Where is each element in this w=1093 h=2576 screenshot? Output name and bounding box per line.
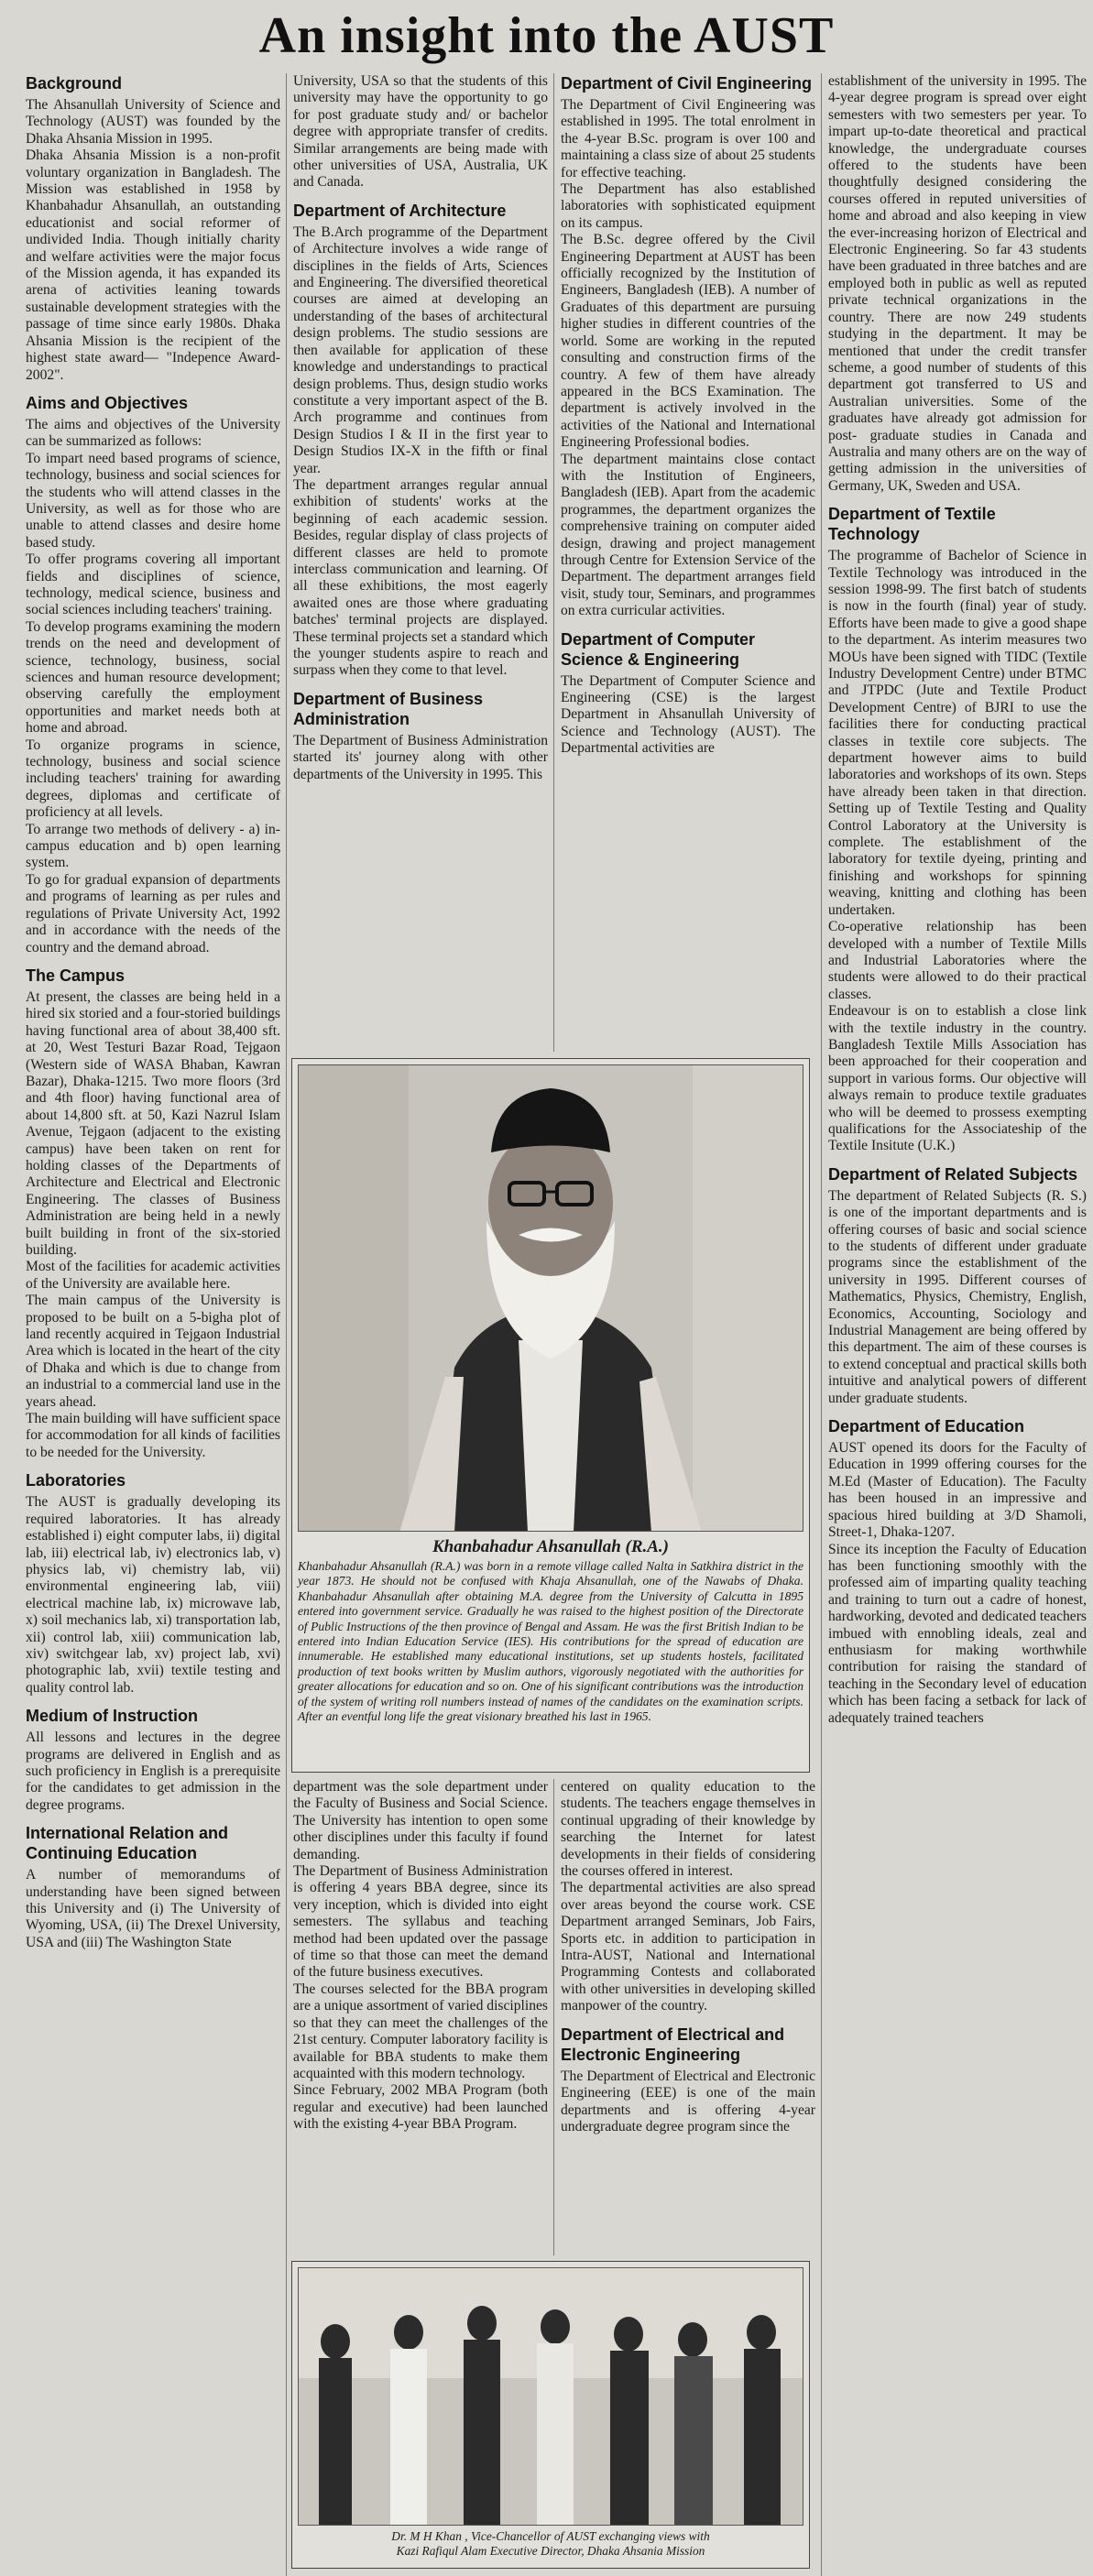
paragraph: The courses selected for the BBA program are a unique assortment of varied disciplines so that they can meet the challenges of the 21st century. Computer laboratory facility is available for BBA students to make them acquainted with this modern technology. xyxy=(293,1981,548,2081)
paragraph: Since February, 2002 MBA Program (both regular and executive) had been launched with the existing 4-year BBA Program. xyxy=(293,2082,548,2133)
paragraph: Since its inception the Faculty of Education has been functioning smoothly with the professed aim of imparting quality teaching and training to turn out a cadre of honest, hardworking, devoted and dedicated teachers imbued with ennobling ideals, zeal and enthusiasm for making worthwhile contribution for raising the standard of teaching in the Secondary level of education which has been facing a setback for lack of adequately trained teachers xyxy=(828,1541,1087,1726)
paragraph: The Department of Electrical and Electronic Engineering (EEE) is one of the main departments and is offering 4-year undergraduate degree program since the xyxy=(561,2068,815,2134)
paragraph: The Department has also established laboratories with sophisticated equipment on its campus. xyxy=(561,181,815,231)
paragraph: Dhaka Ahsania Mission is a non-profit voluntary organization in Bangladesh. The Mission was established in 1958 by Khanbahadur Ahsanullah, an outstanding educationist and social reformer of undivided India. Though initially charity and welfare activities were the major focus of the Mission agenda, it has expanded its arena of activities leaning towards sustainable development strategies with the passage of time since early 1980s. Dhaka Ahsania Mission is the recipient of the highest state award— "Indepence Award-2002". xyxy=(26,147,280,383)
paragraph: establishment of the university in 1995. The 4-year degree program is spread over eight semesters with two semesters per year. To impart up-to-date theoretical and practical knowledge, the undergraduate courses offered to the students have been thoughtfully designed considering the courses offered in reputed universities of home and abroad and also keeping in view the ever-increasing horizon of Electrical and Electronic Engineering. So far 43 students have been graduated in three batches and are employed both in public as well as reputed private technical organizations in the country. There are now 249 students studying in the department. It may be mentioned that under the credit transfer scheme, a good number of students of this department got transferred to US and Australian universities. Some of the graduates have already got admission for post- graduate studies in Canada and Australia and many others are on the way of getting admission in the universities of Germany, UK, Sweden and USA. xyxy=(828,73,1087,494)
paragraph: The Department of Civil Engineering was established in 1995. The total enrolment in the 4-year B.Sc. program is over 100 and maintaining a class size of about 25 students for effective teaching. xyxy=(561,97,815,180)
section-heading: Department of Civil Engineering xyxy=(561,74,813,93)
paragraph: To arrange two methods of delivery - a) in-campus education and b) open learning system. xyxy=(26,821,280,871)
column-2-lower xyxy=(293,1779,548,2255)
section-heading: Department of Textile Technology xyxy=(828,505,996,544)
section-heading: Department of Computer Science & Engineering xyxy=(561,629,756,669)
paragraph: All lessons and lectures in the degree programs are delivered in English and as such proficiency in English is a prerequisite for the candidates to get admission in the degree programs. xyxy=(26,1730,280,1813)
column-3-lower xyxy=(561,1779,815,2255)
portrait-caption-title: Khanbahadur Ahsanullah (R.A.) xyxy=(432,1537,670,1556)
section-heading: Medium of Instruction xyxy=(26,1707,198,1726)
column-divider xyxy=(286,73,287,2576)
column-1 xyxy=(26,73,280,2576)
column-4 xyxy=(828,73,1087,2576)
column-divider xyxy=(553,73,554,1052)
section-heading: Department of Related Subjects xyxy=(828,1164,1078,1184)
paragraph: Endeavour is on to establish a close link with the textile industry in the country. Bangladesh Textile Mills Association has been approached for their cooperation and support in various forms. Our objective will always remain to produce textile graduates who will be deemed to prossess exempting qualifications for the Associateship of the Textile Insitute (U.K.) xyxy=(828,1003,1087,1154)
paragraph: Co-operative relationship has been developed with a number of Textile Mills and Industrial Laboratories where the students were allowed to do their practical classes. xyxy=(828,919,1087,1002)
paragraph: Most of the facilities for academic activities of the University are available here. xyxy=(26,1259,280,1292)
paragraph: University, USA so that the students of this university may have the opportunity to go for post graduate study and/ or bachelor degree with appropriate transfer of credits. Similar arrangements are being made with other universities of USA, Australia, UK and Canada. xyxy=(293,73,548,191)
paragraph: To organize programs in science, technology, business and social science including teachers' training for awarding degrees, diplomas and certificate of proficiency at all levels. xyxy=(26,737,280,821)
paragraph: The Department of Business Administration is offering 4 years BBA degree, since its very inception, which is divided into eight semesters. The syllabus and teaching method had been updated over the passage of time so that those can meet the demand of the future business executives. xyxy=(293,1863,548,1981)
paragraph: The Department of Business Administration started its' journey along with other departments of the University in 1995. This xyxy=(293,732,548,782)
paragraph: The aims and objectives of the University can be summarized as follows: xyxy=(26,416,280,450)
paragraph: The Ahsanullah University of Science and Technology (AUST) was founded by the Dhaka Ahsania Mission in 1995. xyxy=(26,97,280,147)
paragraph: The main building will have sufficient space for accommodation for all kinds of facilities to be needed for the University. xyxy=(26,1411,280,1460)
column-divider xyxy=(821,73,822,2576)
paragraph: department was the sole department under the Faculty of Business and Social Science. The University has intention to open some other disciplines under this faculty if found demanding. xyxy=(293,1779,548,1862)
column-divider xyxy=(553,1779,554,2255)
group-photo-box xyxy=(291,2261,810,2569)
group-photo xyxy=(298,2267,803,2526)
section-heading: Department of Education xyxy=(828,1417,1025,1436)
paragraph: A number of memorandums of understanding have been signed between this University and (i) The University of Wyoming, USA, (ii) The Drexel University, USA and (iii) The Washington State xyxy=(26,1867,280,1950)
column-3 xyxy=(561,73,815,1052)
section-heading: Laboratories xyxy=(26,1471,126,1490)
paragraph: The departmental activities are also spread over areas beyond the course work. CSE Department arranged Seminars, Job Fairs, Sports etc. in addition to participation in Intra-AUST, National and International Programming Contests and collaborated with other universities in developing skilled manpower of the country. xyxy=(561,1880,815,2014)
column-2 xyxy=(293,73,548,1052)
paragraph: The department of Related Subjects (R. S.) is one of the important departments and is offering courses of basic and social science to the students of different under graduate programs since the establishment of the university in 1995. Different courses of Mathematics, Physics, Chemistry, English, Economics, Accounting, Sociology and Industrial Management are being offered by this department. The aim of these courses is to extend conceptual and practical skills both intuitive and analytical powers of different under graduate students. xyxy=(828,1187,1087,1406)
group-photo-caption xyxy=(298,2529,803,2559)
paragraph: The AUST is gradually developing its required laboratories. It has already established i) eight computer labs, ii) digital lab, iii) electrical lab, iv) electronics lab, v) physics lab, vi) chemistry lab, vii) environmental engineering lab, viii) electrical machine lab, ix) microwave lab, x) soil mechanics lab, xi) transportation lab, xii) control lab, xiii) communication lab, xiv) switchgear lab, xv) project lab, xvi) photographic lab, xvii) textile testing and quality control lab. xyxy=(26,1494,280,1696)
portrait-photo-box xyxy=(291,1058,810,1773)
paragraph: The B.Arch programme of the Department of Architecture involves a wide range of disciplines in the fields of Arts, Sciences and Engineering. The diversified theoretical courses are aimed at developing an understanding of the bases of architectural design problems. The studio sessions are then available for application of these knowledge and understandings to practical design problems. Thus, design studio works constitute a very important aspect of the B. Arch programme and continues from Design Studios I & II in the first year to Design Studios IX-X in the fifth or final year. xyxy=(293,224,548,476)
section-heading: Department of Business Administration xyxy=(293,689,484,728)
paragraph: The department maintains close contact with the Institution of Engineers, Bangladesh (IEB). Apart from the academic programmes, the department organizes the comprehensive training on computer aided design, drawing and project management through Centre for Extension Service of the Department. The department arranges field visit, study tour, Seminars, and programmes on extra curricular activities. xyxy=(561,451,815,619)
group-photo-caption-line-2: Kazi Rafiqul Alam Executive Director, Dhaka Ahsania Mission xyxy=(396,2544,705,2558)
section-heading: The Campus xyxy=(26,966,126,985)
paragraph: To impart need based programs of science, technology, business and social sciences for the students who will attend classes in the University, as well as for those who are unable to attend classes and desire home based study. xyxy=(26,450,280,551)
section-heading: Department of Architecture xyxy=(293,201,507,220)
section-heading: Department of Electrical and Electronic Engineering xyxy=(561,2025,785,2064)
section-heading: Background xyxy=(26,74,123,93)
paragraph: The main campus of the University is proposed to be built on a 5-bigha plot of land recently acquired in Tejgaon Industrial Area which is located in the heart of the city of Dhaka and which is due to change from an industrial to a commercial land use in the years ahead. xyxy=(26,1293,280,1410)
paragraph: To go for gradual expansion of departments and programs of learning as per rules and regulations of Private University Act, 1992 and in accordance with the needs of the country and the demand abroad. xyxy=(26,871,280,955)
paragraph: The Department of Computer Science and Engineering (CSE) is the largest Department in Ahsanullah University of Science and Technology (AUST). The Departmental activities are xyxy=(561,672,815,757)
paragraph: centered on quality education to the students. The teachers engage themselves in continual upgrading of their knowledge by searching the Internet for latest developments in their fields of considering the courses offered in interest. xyxy=(561,1779,815,1880)
paragraph: The department arranges regular annual exhibition of students' works at the beginning of each academic session. Besides, regular display of class projects of different classes are held to promote interclass communication and learning. Of all these exhibitions, the most eagerly awaited ones are those where graduating batches' terminal projects are displayed. These terminal projects set a standard which the younger students aspire to reach and surpass when they come to that level. xyxy=(293,476,548,679)
section-heading: International Relation and Continuing Education xyxy=(26,1824,229,1863)
portrait-photo xyxy=(298,1064,803,1532)
paragraph: At present, the classes are being held in a hired six storied and a four-storied buildings having functional area of about 38,400 sft. at 20, West Testuri Bazar Road, Tejgaon (Western side of WASA Bhaban, Kawran Bazar), Dhaka-1215. Two more floors (3rd and 4th floor) having functional area of about 14,800 sft. at 50, Kazi Nazrul Islam Avenue, Tejgaon (adjacent to the existing campus) have been taken on rent for holding classes of the Departments of Architecture and Electrical and Electronic Engineering. The classes of Business Administration are being held in a newly built building in front of the six-storied building. xyxy=(26,988,280,1258)
paragraph: The B.Sc. degree offered by the Civil Engineering Department at AUST has been officially recognized by the Institution of Engineers, Bangladesh (IEB). A number of Graduates of this department are pursuing higher studies in different countries of the world. Some are working in the reputed consulting and construction firms of the country. A few of them have already appeared in the BCS Examination. The department is actively involved in the activities of the National and International Engineering Professional bodies. xyxy=(561,232,815,451)
group-photo-caption-line-1: Dr. M H Khan , Vice-Chancellor of AUST exchanging views with xyxy=(391,2529,710,2543)
section-heading: Aims and Objectives xyxy=(26,393,189,412)
page-title: An insight into the AUST xyxy=(258,7,835,64)
paragraph: To develop programs examining the modern trends on the need and development of science, technology, business, social sciences and human resource development; observing carefully the employment opportunities and market needs both at home and abroad. xyxy=(26,618,280,737)
paragraph: AUST opened its doors for the Faculty of Education in 1999 offering courses for the M.Ed (Master of Education). The Faculty has been housed in an impressive and spacious hired building at 3/D Shamoli, Street-1, Dhaka-1207. xyxy=(828,1440,1087,1541)
portrait-caption: Khanbahadur Ahsanullah (R.A.) was born in a remote village called Nalta in Satkhira district in the year 1873. He should not be confused with Khaja Ahsanullah, one of the Nawabs of Dhaka. Khanbahadur Ahsanullah after obtaining M.A. degree from the University of Calcutta in 1895 entered into government service. Gradually he was raised to the highest position of the Directorate of Public Instructions of the then province of Bengal and Assam. He was the first British Indian to be entered into Indian Education Service (IES). His contributions for the spread of education are innumerable. He established many educational institutions, set up students hostels, facilitated production of text books written by Muslim authors, vigorously negotiated with the authorities for greater allocations for education and so on. One of his significant contributions was the introduction of the system of writing roll numbers instead of names of the candidates on the examination scripts. After an eventful long life the great visionary breathed his last in 1965. xyxy=(298,1559,803,1724)
paragraph: To offer programs covering all important fields and disciplines of science, technology, medical science, business and social sciences including teachers' training. xyxy=(26,551,280,618)
paragraph: The programme of Bachelor of Science in Textile Technology was introduced in the session 1998-99. The first batch of students is now in the fourth (final) year of study. Efforts have been made to give a good shape to the department. As interim measures two MOUs have been signed with TIDC (Textile Industry Development Centre) under BTMC and JTPDC (Jute and Textile Product Development Centre) of BJRI to use the facilities there for conducting practical classes in textile core subjects. The department however aims to build laboratories and workshops of its own. Steps have already been taken in that direction. Setting up of Textile Testing and Quality Control Laboratory at the University is complete. The establishment of the laboratory for textile dyeing, printing and finishing and workshops for spinning weaving, knitting and clothing has been undertaken. xyxy=(828,548,1087,918)
